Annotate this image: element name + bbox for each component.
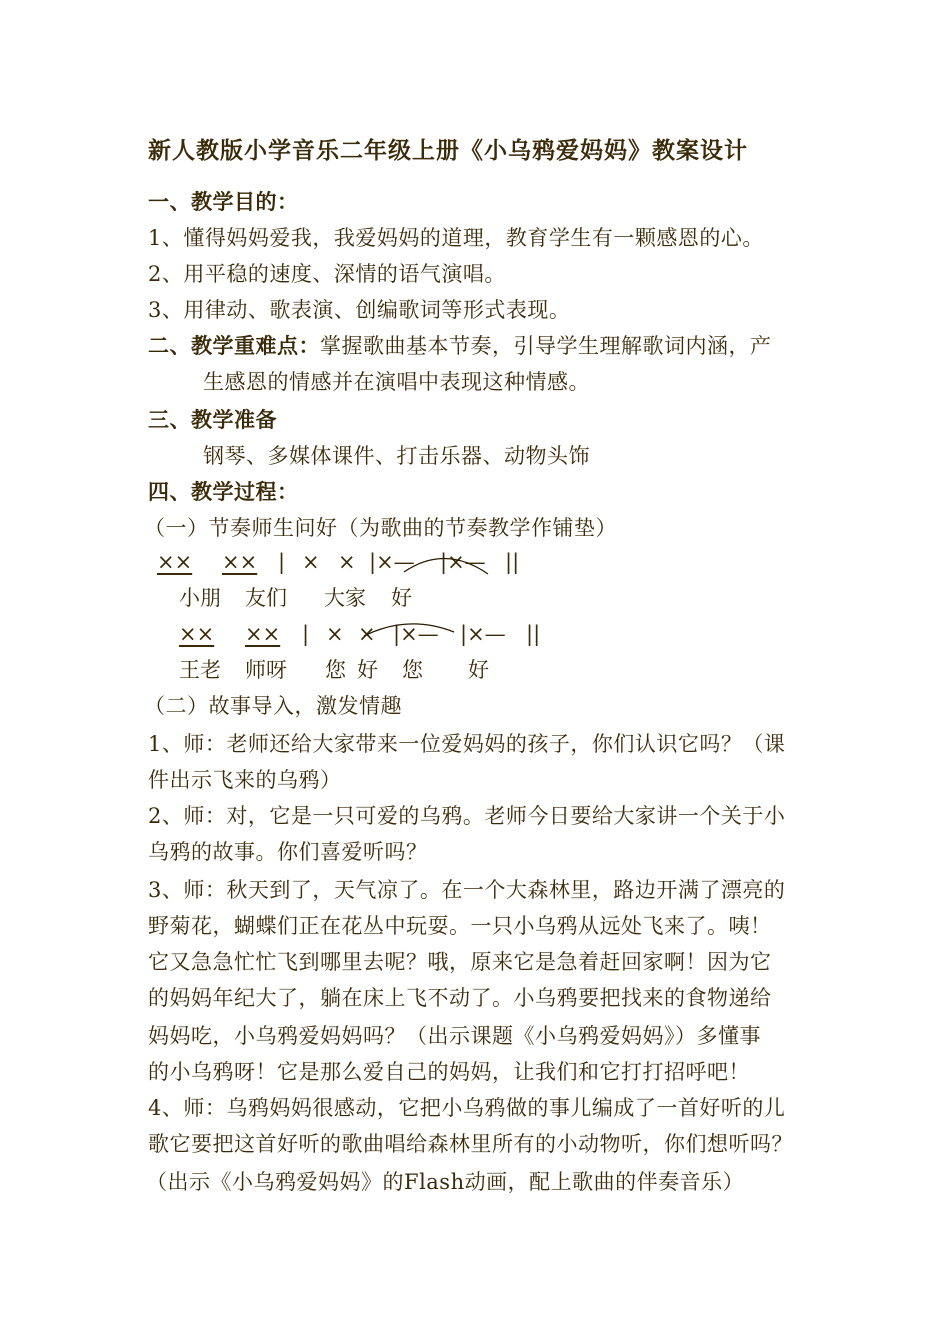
tie-arc-2: [360, 616, 460, 646]
lyric: 王老: [179, 658, 221, 682]
rhythm-note: |×—: [393, 622, 439, 646]
section2-heading: 二、教学重难点：: [148, 333, 320, 358]
section3-text: 钢琴、多媒体课件、打击乐器、动物头饰: [203, 444, 590, 468]
section3-heading: 三、教学准备: [148, 407, 277, 432]
rhythm-note: |×—: [440, 550, 486, 574]
paragraph-line: （出示《小乌鸦爱妈妈》的Flash动画，配上歌曲的伴奏音乐）: [146, 1170, 745, 1194]
rhythm-note: ×: [338, 550, 356, 574]
rhythm-note: |×—: [460, 622, 506, 646]
lyrics-line-2: [0, 656, 950, 684]
lyric: 好: [468, 658, 489, 682]
paragraph-line: 2、师：对，它是一只可爱的乌鸦。老师今日要给大家讲一个关于小: [148, 804, 786, 828]
paragraph-line: 野菊花，蝴蝶们正在花丛中玩耍。一只小乌鸦从远处飞来了。咦！: [148, 914, 772, 938]
section1-heading: 一、教学目的：: [148, 189, 299, 214]
rhythm-note: ××: [245, 622, 281, 646]
section4-heading: 四、教学过程：: [148, 479, 299, 504]
section2-text-1: 掌握歌曲基本节奏，引导学生理解歌词内涵，产: [320, 334, 772, 358]
rhythm-barline: |: [278, 550, 286, 574]
rhythm-barline: ||: [526, 622, 541, 646]
part1-title: （一）节奏师生问好（为歌曲的节奏教学作铺垫）: [144, 516, 617, 540]
paragraph-line: 的妈妈年纪大了，躺在床上飞不动了。小乌鸦要把找来的食物递给: [148, 986, 772, 1010]
rhythm-line-2: [0, 620, 950, 648]
lyric: 您: [325, 658, 346, 682]
tie-arc-1: [400, 548, 495, 578]
rhythm-note: ×: [302, 550, 320, 574]
lyric: 师呀: [245, 658, 287, 682]
rhythm-note: ×: [358, 622, 376, 646]
section2-text-2: 生感恩的情感并在演唱中表现这种情感。: [203, 370, 590, 394]
lyric: 好: [391, 586, 412, 610]
lyrics-line-1: [0, 584, 950, 612]
paragraph-line: 歌它要把这首好听的歌曲唱给森林里所有的小动物听，你们想听吗？: [148, 1132, 793, 1156]
rhythm-note: ××: [222, 550, 258, 574]
part2-title: （二）故事导入，激发情趣: [144, 694, 402, 718]
lyric: 大家: [324, 586, 366, 610]
paragraph-line: 它又急急忙忙飞到哪里去呢？哦，原来它是急着赶回家啊！因为它: [148, 950, 772, 974]
rhythm-barline: |: [302, 622, 310, 646]
paragraph-line: 3、师：秋天到了，天气凉了。在一个大森林里，路边开满了漂亮的: [148, 878, 786, 902]
rhythm-note: ×: [326, 622, 344, 646]
paragraph-line: 乌鸦的故事。你们喜爱听吗？: [148, 840, 428, 864]
lyric: 小朋: [179, 586, 221, 610]
document-title: 新人教版小学音乐二年级上册《小乌鸦爱妈妈》教案设计: [148, 137, 748, 164]
lyric: 您: [402, 658, 423, 682]
paragraph-line: 4、师：乌鸦妈妈很感动，它把小乌鸦做的事儿编成了一首好听的儿: [148, 1096, 786, 1120]
rhythm-note: ××: [157, 550, 193, 574]
paragraph-line: 的小乌鸦呀！它是那么爱自己的妈妈，让我们和它打打招呼吧！: [148, 1060, 750, 1084]
rhythm-barline: ||: [505, 550, 520, 574]
objective-item-2: 2、用平稳的速度、深情的语气演唱。: [148, 262, 506, 286]
section2-line1: [148, 332, 772, 360]
lyric: 友们: [245, 586, 287, 610]
rhythm-note: |×—: [369, 550, 415, 574]
paragraph-line: 件出示飞来的乌鸦）: [148, 768, 342, 792]
rhythm-note: ××: [179, 622, 215, 646]
paragraph-line: 妈妈吃，小乌鸦爱妈妈吗？（出示课题《小乌鸦爱妈妈》）多懂事: [148, 1024, 761, 1048]
objective-item-3: 3、用律动、歌表演、创编歌词等形式表现。: [148, 298, 571, 322]
objective-item-1: 1、懂得妈妈爱我，我爱妈妈的道理，教育学生有一颗感恩的心。: [148, 226, 764, 250]
paragraph-line: 1、师：老师还给大家带来一位爱妈妈的孩子，你们认识它吗？（课: [148, 732, 786, 756]
lyric: 好: [357, 658, 378, 682]
